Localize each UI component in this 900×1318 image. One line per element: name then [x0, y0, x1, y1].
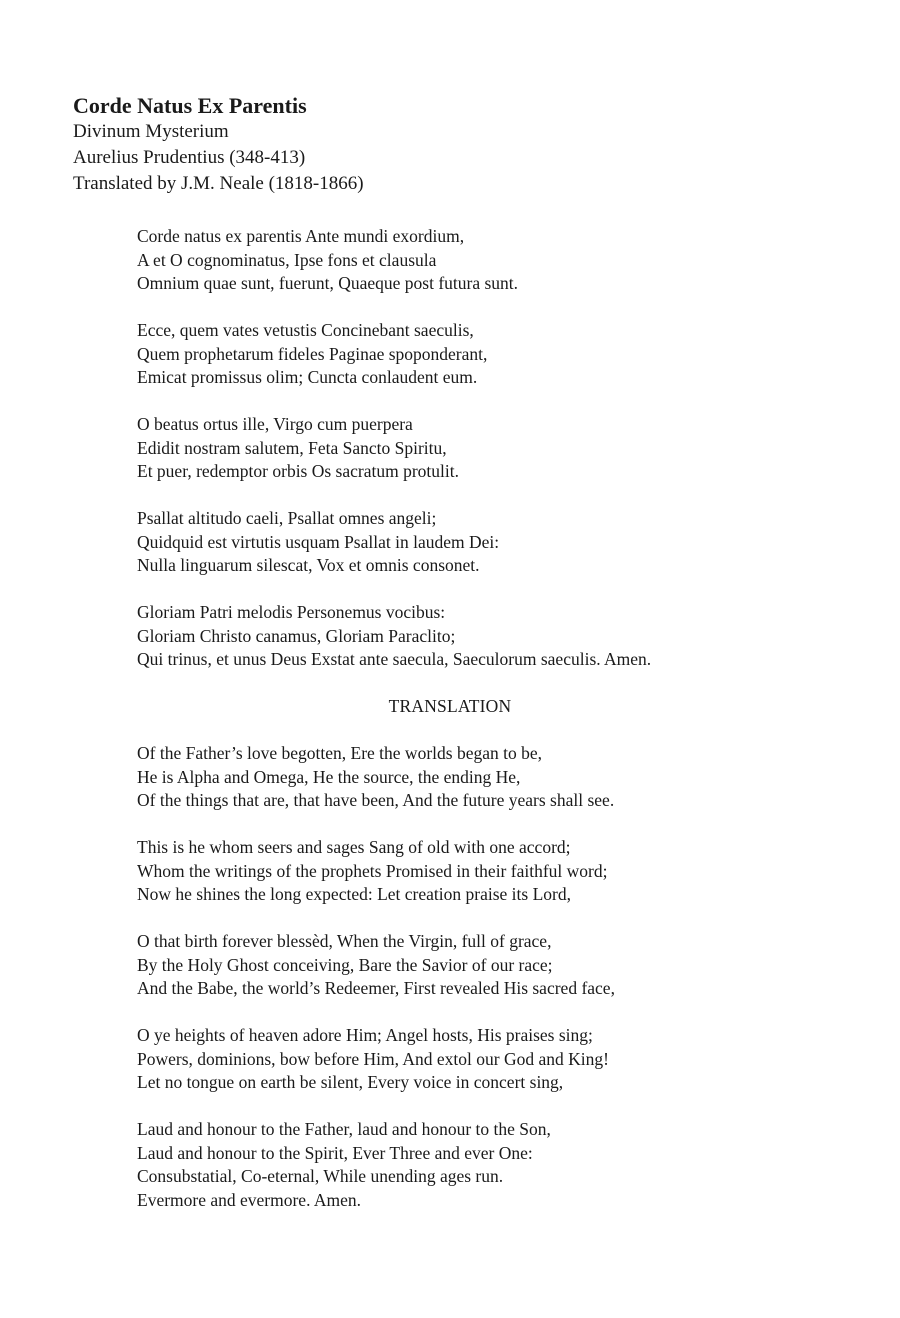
verse-line: O beatus ortus ille, Virgo cum puerpera: [137, 414, 413, 434]
tune-name: Divinum Mysterium: [73, 121, 229, 142]
verse-line: Nulla linguarum silescat, Vox et omnis consonet.: [137, 555, 480, 575]
verse-line: O that birth forever blessèd, When the Virgin, full of grace,: [137, 931, 552, 951]
verse-line: Omnium quae sunt, fuerunt, Quaeque post futura sunt.: [137, 273, 519, 293]
verse-line: Psallat altitudo caeli, Psallat omnes angeli;: [137, 508, 437, 528]
verse-line: Evermore and evermore. Amen.: [137, 1189, 362, 1210]
verse-line: Laud and honour to the Father, laud and honour to the Son,: [137, 1119, 551, 1139]
verse-line: O ye heights of heaven adore Him; Angel hosts, His praises sing;: [137, 1025, 593, 1045]
verse-line: Let no tongue on earth be silent, Every voice in concert sing,: [137, 1072, 564, 1092]
verse-line: Whom the writings of the prophets Promised in their faithful word;: [137, 860, 608, 881]
verse-line: Gloriam Patri melodis Personemus vocibus:: [137, 602, 446, 622]
latin-stanza-5: [137, 601, 837, 672]
verse-line: Edidit nostram salutem, Feta Sancto Spiritu,: [137, 437, 447, 458]
verse-line: Qui trinus, et unus Deus Exstat ante saecula, Saeculorum saeculis. Amen.: [137, 649, 652, 669]
english-stanza-3: [137, 930, 837, 1001]
verse-line: He is Alpha and Omega, He the source, the ending He,: [137, 766, 521, 787]
english-stanza-1: [137, 742, 837, 813]
english-stanza-5: [137, 1118, 837, 1212]
verse-line: Ecce, quem vates vetustis Concinebant saeculis,: [137, 320, 474, 340]
verse-line: Et puer, redemptor orbis Os sacratum protulit.: [137, 461, 459, 481]
english-verses: [137, 742, 837, 1236]
verse-line: A et O cognominatus, Ipse fons et clausula: [137, 249, 437, 270]
latin-stanza-1: [137, 225, 837, 296]
verse-line: Emicat promissus olim; Cuncta conlaudent eum.: [137, 367, 478, 387]
latin-verses: [137, 225, 837, 695]
english-stanza-4: [137, 1024, 837, 1095]
english-stanza-2: [137, 836, 837, 907]
translator-line: Translated by J.M. Neale (1818-1866): [73, 173, 364, 194]
translation-heading: TRANSLATION: [388, 696, 512, 716]
verse-line: And the Babe, the world’s Redeemer, First revealed His sacred face,: [137, 978, 615, 998]
verse-line: By the Holy Ghost conceiving, Bare the Savior of our race;: [137, 954, 553, 975]
verse-line: This is he whom seers and sages Sang of old with one accord;: [137, 837, 571, 857]
verse-line: Of the Father’s love begotten, Ere the worlds began to be,: [137, 743, 542, 763]
verse-line: Of the things that are, that have been, And the future years shall see.: [137, 790, 615, 810]
verse-line: Corde natus ex parentis Ante mundi exordium,: [137, 226, 465, 246]
latin-stanza-4: [137, 507, 837, 578]
verse-line: Quidquid est virtutis usquam Psallat in laudem Dei:: [137, 531, 500, 552]
verse-line: Gloriam Christo canamus, Gloriam Paraclito;: [137, 625, 456, 646]
verse-line: Powers, dominions, bow before Him, And extol our God and King!: [137, 1048, 609, 1069]
document-header: [73, 93, 833, 197]
latin-stanza-3: [137, 413, 837, 484]
latin-stanza-2: [137, 319, 837, 390]
verse-line: Now he shines the long expected: Let creation praise its Lord,: [137, 884, 571, 904]
hymn-title: Corde Natus Ex Parentis: [73, 93, 307, 118]
verse-line: Laud and honour to the Spirit, Ever Three and ever One:: [137, 1142, 533, 1163]
verse-line: Consubstatial, Co-eternal, While unending ages run.: [137, 1166, 504, 1186]
author-line: Aurelius Prudentius (348-413): [73, 147, 306, 168]
verse-line: Quem prophetarum fideles Paginae spoponderant,: [137, 343, 488, 364]
